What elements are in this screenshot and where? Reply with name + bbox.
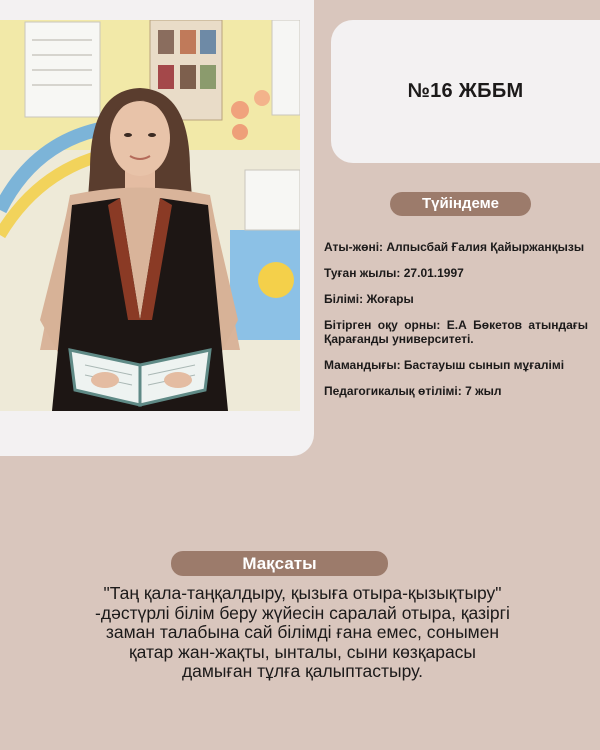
info-education: Білімі: Жоғары [324,292,414,306]
resume-heading: Түйіндеме [390,192,531,216]
info-experience: Педагогикалық өтілімі: 7 жыл [324,384,502,398]
info-graduated: Бітірген оқу орны: Е.А Бөкетов атындағы Қарағанды университеті. [324,318,588,346]
school-name: №16 ЖББМ [407,80,524,102]
teacher-photo-illustration [0,20,300,411]
goal-text: "Таң қала-таңқалдыру, қызыға отыра-қызықтыру" -дәстүрлі білім беру жүйесін саралай отыра, қазіргі заман талабына сай білімді ғана емес, сонымен қатар жан-жақты, ынталы, сыни көзқарасы дамыған тұлға қалыптастыру. [95,583,510,681]
goal-heading: Мақсаты [171,551,388,576]
teacher-photo [0,20,300,411]
info-specialty: Мамандығы: Бастауыш сынып мұғалімі [324,358,565,372]
resume-info [324,240,588,410]
school-card [331,20,600,163]
photo-card [0,0,314,456]
info-full-name: Аты-жөні: Алпысбай Ғалия Қайыржанқызы [324,240,585,254]
info-birth-year: Туған жылы: 27.01.1997 [324,266,464,280]
